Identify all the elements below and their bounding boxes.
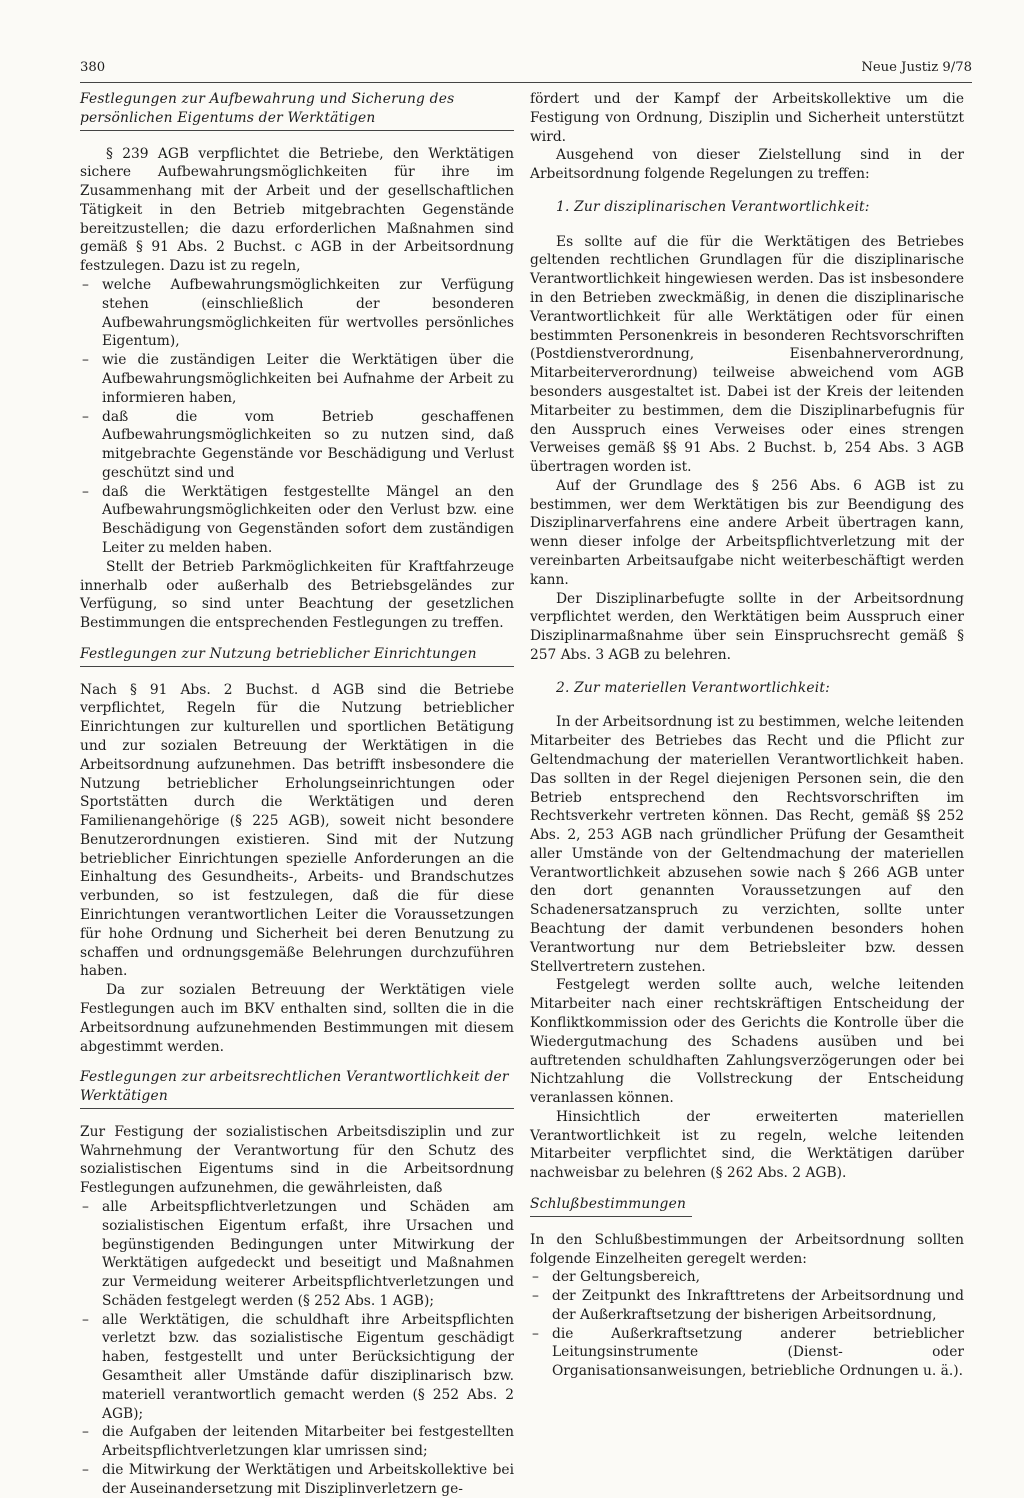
dash-list [80,276,514,558]
paragraph: fördert und der Kampf der Arbeitskollektive um die Festigung von Ordnung, Disziplin und Sicherheit unterstützt wird. [530,91,964,145]
list-item: – wie die zuständigen Leiter die Werktätigen über die Aufbewahrungsmöglichkeiten bei Aufnahme der Arbeit zu informieren haben, [80,351,514,407]
paragraph: Hinsichtlich der erweiterten materiellen Verantwortlichkeit ist zu regeln, welche leitenden Mitarbeiter verpflichtet sind, die Werktätigen darüber nachweisbar zu belehren (§ 262 Abs. 2 AGB). [530,1108,964,1182]
paragraph: Nach § 91 Abs. 2 Buchst. d AGB sind die Betriebe verpflichtet, Regeln für die Nutzung betrieblicher Einrichtungen zur kulturellen und sportlichen Betätigung und zur sozialen Betreuung der Werktätigen in die Arbeitsordnung aufzunehmen. Das betrifft insbesondere die Nutzung betrieblicher Erholungseinrichtungen oder Sportstätten durch die Werktätigen und deren Familienangehörige (§ 225 AGB), soweit nicht besondere Benutzerordnungen existieren. Sind mit der Nutzung betrieblicher Einrichtungen spezielle Anforderungen an die Einhaltung des Gesundheits-, Arbeits- und Brandschutzes verbunden, so ist festzulegen, daß die für diese Einrichtungen verantwortlichen Leiter die Voraussetzungen für hohe Ordnung und Sicherheit bei deren Benutzung zu schaffen und ordnungsgemäße Belehrungen durchzuführen haben. [80,681,514,980]
list-item: – die Aufgaben der leitenden Mitarbeiter bei festgestellten Arbeitspflichtverletzungen klar umrissen sind; [80,1423,514,1461]
list-item: – welche Aufbewahrungsmöglichkeiten zur Verfügung stehen (einschließlich der besonderen Aufbewahrungsmöglichkeiten für wertvolles persönliches Eigentum), [80,276,514,351]
section-heading-einrichtungen: Festlegungen zur Nutzung betrieblicher Einrichtungen [80,645,514,667]
section-heading-verantwortlichkeit: Festlegungen zur arbeitsrechtlichen Verantwortlichkeit der Werktätigen [80,1068,514,1109]
list-item: – alle Arbeitspflichtverletzungen und Schäden am sozialistischen Eigentum erfaßt, ihre Ursachen und begünstigenden Bedingungen unter Mitwirkung der Werktätigen aufgedeckt und beseitigt und Maßnahmen zur Vermeidung weiterer Arbeitspflichtverletzungen und Schäden festgelegt werden (§ 252 Abs. 1 AGB); [80,1198,514,1311]
list-item: – der Geltungsbereich, [530,1268,964,1287]
subsection-heading-materiell: 2. Zur materiellen Verantwortlichkeit: [556,679,830,696]
subsection-heading-disziplinarisch: 1. Zur disziplinarischen Verantwortlichkeit: [556,198,870,215]
paragraph: Zur Festigung der sozialistischen Arbeitsdisziplin und zur Wahrnehmung der Verantwortung für den Schutz des sozialistischen Eigentums sind in die Arbeitsordnung Festlegungen aufzunehmen, die gewährleisten, daß [80,1123,514,1197]
paragraph: Es sollte auf die für die Werktätigen des Betriebes geltenden rechtlichen Grundlagen für die disziplinarische Verantwortlichkeit hingewiesen werden. Das ist insbesondere in den Betrieben zweckmäßig, in denen die disziplinarische Verantwortlichkeit für alle Werktätigen oder für einen bestimmten Personenkreis in besonderen Rechtsvorschriften (Postdienstverordnung, Eisenbahnerverordnung, Mitarbeiterverordnung) teilweise abweichend vom AGB besonders ausgestaltet ist. Dabei ist der Kreis der leitenden Mitarbeiter zu bestimmen, dem die Disziplinarbefugnis für den Ausspruch eines Verweises oder eines strengen Verweises gemäß §§ 91 Abs. 2 Buchst. b, 254 Abs. 3 AGB übertragen worden ist. [530,233,964,476]
list-item: – die Mitwirkung der Werktätigen und Arbeitskollektive bei der Auseinandersetzung mit Disziplinverletzern ge- [80,1461,514,1498]
paragraph: Da zur sozialen Betreuung der Werktätigen viele Festlegungen auch im BKV enthalten sind, sollten die in die Arbeitsordnung aufzunehmenden Bestimmungen mit diesem abgestimmt werden. [80,982,514,1055]
list-item: – die Außerkraftsetzung anderer betrieblicher Leitungsinstrumente (Dienst- oder Organisationsanweisungen, betriebliche Ordnungen u. ä.). [530,1325,964,1381]
paragraph: Festgelegt werden sollte auch, welche leitenden Mitarbeiter nach einer rechtskräftigen Entscheidung der Konfliktkommission oder des Gerichts die Kontrolle über die Wiedergutmachung des Schadens ausüben und bei auftretenden schuldhaften Zahlungsverzögerungen oder bei Nichtzahlung die Vollstreckung der Entscheidung veranlassen können. [530,977,964,1107]
journal-issue: Neue Justiz 9/78 [861,60,972,75]
paragraph: § 239 AGB verpflichtet die Betriebe, den Werktätigen sichere Aufbewahrungsmöglichkeiten für ihre im Zusammenhang mit der Arbeit und der gesellschaftlichen Tätigkeit in den Betrieb mitgebrachten Gegenstände bereitzustellen; die dazu erforderlichen Maßnahmen sind gemäß § 91 Abs. 2 Buchst. c AGB in der Arbeitsordnung festzulegen. Dazu ist zu regeln, [80,145,514,275]
list-item: – der Zeitpunkt des Inkrafttretens der Arbeitsordnung und der Außerkraftsetzung der bisherigen Arbeitsordnung, [530,1287,964,1325]
section-heading-schlussbestimmungen: Schlußbestimmungen [530,1195,692,1217]
paragraph: Ausgehend von dieser Zielstellung sind in der Arbeitsordnung folgende Regelungen zu treffen: [530,147,964,183]
page-number: 380 [80,60,106,75]
dash-list [530,1268,964,1381]
right-column [530,90,964,1381]
left-column [80,90,514,1498]
dash-list [80,1198,514,1498]
paragraph: In der Arbeitsordnung ist zu bestimmen, welche leitenden Mitarbeiter des Betriebes das Recht und die Pflicht zur Geltendmachung der materiellen Verantwortlichkeit haben. Das sollten in der Regel diejenigen Personen sein, die den Betrieb entsprechend den Rechtsvorschriften im Rechtsverkehr vertreten können. Das Recht, gemäß §§ 252 Abs. 2, 253 AGB nach gründlicher Prüfung der Gesamtheit aller Umstände von der Geltendmachung der materiellen Verantwortlichkeit abzusehen sowie nach § 266 AGB unter den dort genannten Voraussetzungen auf den Schadenersatzanspruch zu verzichten, sollte unter Beachtung der damit verbundenen besonders hohen Verantwortung nur dem Betriebsleiter bzw. dessen Stellvertretern zustehen. [530,714,964,975]
paragraph: Stellt der Betrieb Parkmöglichkeiten für Kraftfahrzeuge innerhalb oder außerhalb des Betriebsgeländes zur Verfügung, so sind unter Beachtung der gesetzlichen Bestimmungen die entsprechenden Festlegungen zu treffen. [80,558,514,632]
paragraph: Auf der Grundlage des § 256 Abs. 6 AGB ist zu bestimmen, wer dem Werktätigen bis zur Beendigung des Disziplinarverfahrens eine andere Arbeit übertragen kann, wenn dieser infolge der Arbeitspflichtverletzung mit der vereinbarten Arbeitsaufgabe nicht weiterbeschäftigt werden kann. [530,477,964,588]
list-item: – alle Werktätigen, die schuldhaft ihre Arbeitspflichten verletzt bzw. das sozialistische Eigentum geschädigt haben, festgestellt und unter Berücksichtigung der Gesamtheit aller Umstände dafür disziplinarisch bzw. materiell verantwortlich gemacht werden (§ 252 Abs. 2 AGB); [80,1311,514,1424]
page-header [80,60,972,83]
list-item: – daß die Werktätigen festgestellte Mängel an den Aufbewahrungsmöglichkeiten oder den Verlust bzw. eine Beschädigung von Gegenständen sofort dem zuständigen Leiter zu melden haben. [80,483,514,558]
paragraph: In den Schlußbestimmungen der Arbeitsordnung sollten folgende Einzelheiten geregelt werden: [530,1231,964,1267]
list-item: – daß die vom Betrieb geschaffenen Aufbewahrungsmöglichkeiten so zu nutzen sind, daß mitgebrachte Gegenstände vor Beschädigung und Verlust geschützt sind und [80,408,514,483]
section-heading-aufbewahrung: Festlegungen zur Aufbewahrung und Sicherung des persönlichen Eigentums der Werktätigen [80,90,514,131]
paragraph: Der Disziplinarbefugte sollte in der Arbeitsordnung verpflichtet werden, den Werktätigen beim Ausspruch einer Disziplinarmaßnahme über sein Einspruchsrecht gemäß § 257 Abs. 3 AGB zu belehren. [530,590,964,663]
